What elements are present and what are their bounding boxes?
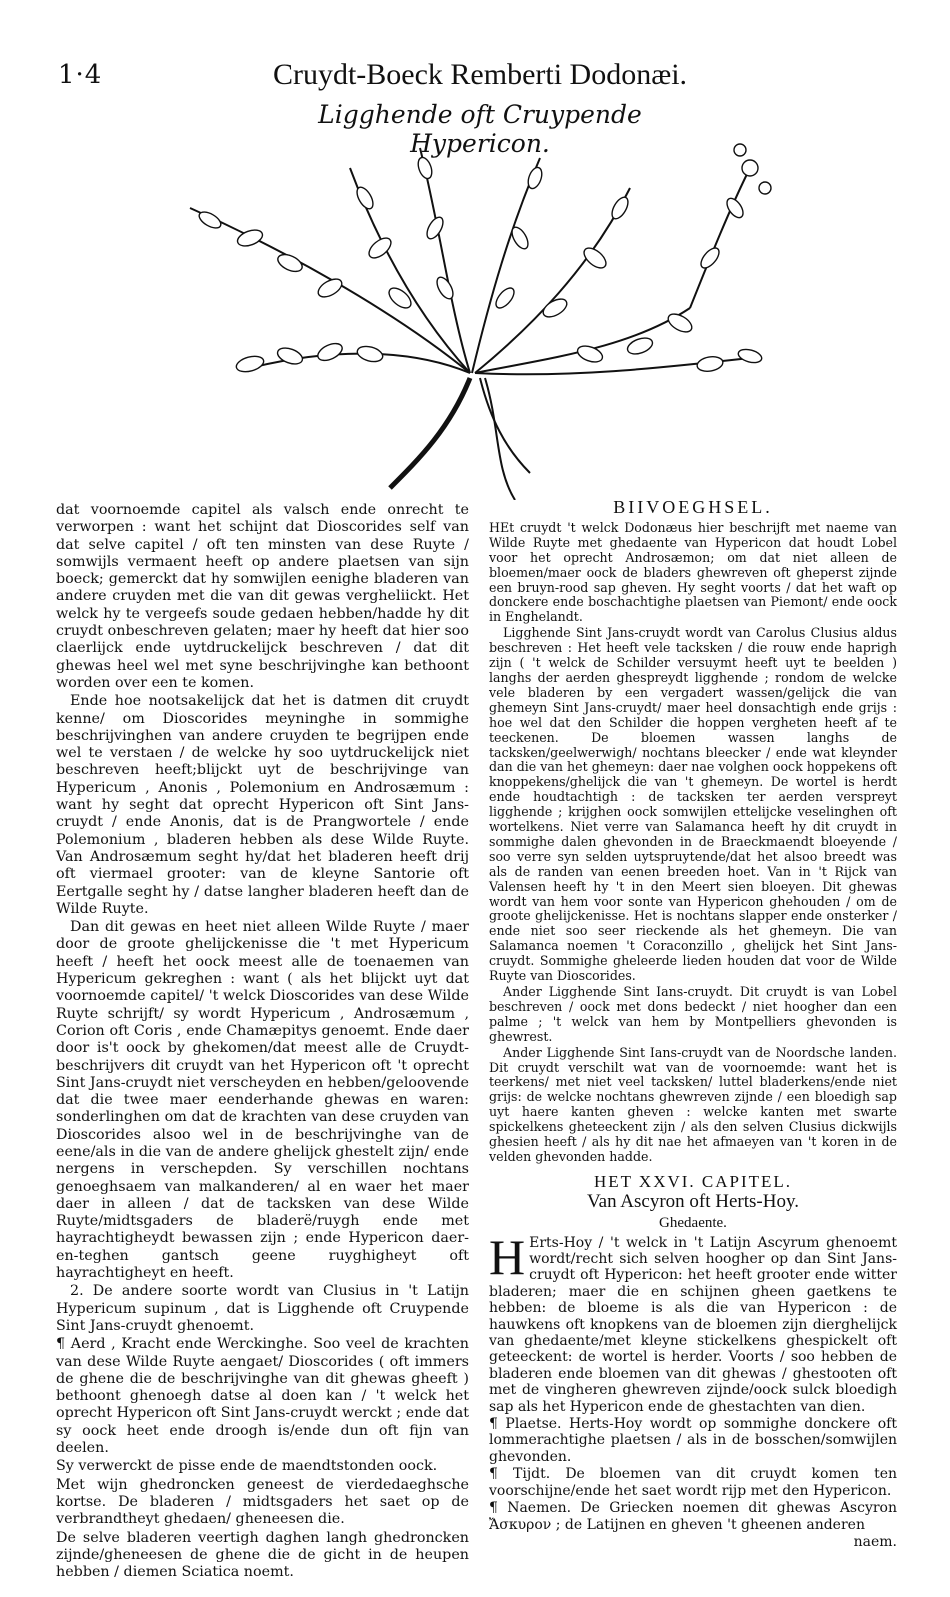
drop-cap: H [489,1228,526,1285]
paragraph: De selve bladeren veertigh daghen langh ghedroncken zijnde/gheneesen de ghene die de gicht in de heupen hebben / diemen Sciatica noemt. [56,1529,469,1581]
paragraph: HEt cruydt 't welck Dodonæus hier beschrijft met naeme van Wilde Ruyte met ghedaente van Hypericon dat houdt Lobel voor het oprecht Androsæmon; om dat niet alleen de bloemen/maer oock de bladers ghewreven oft gheperst zijnde een bruyn-rood sap gheven. Hy seght voorts / dat het waft op donckere ende boschachtighe plaetsen van Piemont/ ende oock in Enghelandt. [489,519,897,625]
paragraph: ¶ Aerd , Kracht ende Werckinghe. Soo veel de krachten van dese Wilde Ruyte aengaet/ Dioscorides ( oft immers de ghene die de beschrijvinghe van dit ghewas gheeft ) bethoont ghenoegh datse al doen kan / 't welck het oprecht Hypericon oft Sint Jans-cruydt werckt ; ende dat sy oock heet ende droogh is/ende dun oft fijn van deelen. [56,1336,469,1457]
paragraph: dat voornoemde capitel als valsch ende onrecht te verworpen : want het schijnt dat Dioscorides self van dat selve capitel / oft ten minsten van dese Ruyte / somwijls vermaent heeft op andere plaetsen van sijn boeck; gemerckt dat hy somwijlen eenighe bladeren van andere cruyden met die van dit gewas vergheliickt. Het welck hy te vergeefs soude gedaen hebben/hadde hy dit cruydt onbeschreven gelaten; maer hy heeft dat hier soo claerlijck ende uytdruckelijck beschreven / dat dit ghewas heel wel met syne beschrijvinghe kan bethoont worden over een te komen. [56,502,469,691]
right-text-column [489,497,897,1550]
paragraph: Erts-Hoy / 't welck in 't Latijn Ascyrum ghenoemt wordt/recht sich selven hoogher op dan Sint Jans-cruydt oft Hypericon: het heeft grooter ende witter bladeren; maer die en schijnen gheen gaetkens te hebben: de bloeme is als die van Hypericon : de hauwkens oft knopkens van de bloemen zijn dierghelijck van ghedaente/met kleyne stickelkens ghespickelt oft geteeckent: de wortel is herder. Voorts / soo hebben de bladeren ende bloemen van dit ghewas / ghestooten oft met de vingheren ghewreven zijnde/oock sulck bloedigh sap als het Hypericon ende de ghestachten van dien. [489,1234,897,1415]
chapter-title: Van Ascyron oft Herts-Hoy. [587,1190,799,1212]
running-title: Cruydt-Boeck Remberti Dodonæi. [272,58,688,91]
left-text-column [56,502,469,1582]
section-heading: BIIVOEGHSEL. [613,497,773,517]
paragraph: 2. De andere soorte wordt van Clusius in 't Latijn Hypericum supinum , dat is Ligghende oft Cruypende Sint Jans-cruydt ghenoemt. [56,1283,469,1334]
plant-woodcut-illustration [150,128,790,500]
paragraph: ¶ Naemen. De Griecken noemen dit ghewas Ascyron Ἄσκυρον ; de Latijnen en gheven 't gheenen anderen [489,1500,897,1533]
paragraph: Ander Ligghende Sint Ians-cruydt van de Noordsche landen. Dit cruydt verschilt wat van de voornoemde: want het is teerkens/ met niet veel tacksken/ luttel bladerkens/ende niet grijs: de welcke nochtans ghewreven zijnde / een bloedigh sap uyt haere kanten gheven : welcke kanten met swarte spickelkens gheteeckent zijn / als den selven Clusius dickwijls ghesien heeft / als hy dit nae het afmaeyen van 't koren in de velden ghevonden hadde. [489,1044,897,1164]
catchword: naem. [853,1533,897,1550]
chapter-heading: HET XXVI. CAPITEL. [593,1171,793,1191]
paragraph: Sy verwerckt de pisse ende de maendtstonden oock. [56,1458,438,1475]
paragraph: Ligghende Sint Jans-cruydt wordt van Carolus Clusius aldus beschreven : Het heeft vele tacksken / die rouw ende haprigh zijn ( 't welck de Schilder versuymt heeft uyt te beelden ) langhs der aerden ghespreydt ligghende ; rondom de welcke vele bladeren by een vergadert wassen/gelijck die van ghemeyn Sint Jans-cruydt/ maer heel donsachtigh ende grijs : hoe wel dat den Schilder die hoppen vergheten heeft af te teeckenen. De bloemen wassen langhs de tacksken/geelwerwigh/ nochtans bleecker / ende wat kleynder dan die van het ghemeyn: daer nae volghen oock hoppekens oft knoppekens/ghelijck die van 't ghemeyn. De wortel is herdt ende houdtachtigh : de tacksken ter aerden verspreyt ligghende ; krijghen oock somwijlen ettelijcke veselinghen oft wortelkens. Niet verre van Salamanca heeft hy dit cruydt in sommighe dalen ghevonden in de Braeckmaendt bloeyende / soo verre syn selden uytspruytende/dat het alsoo breedt was als de randen van eenen breeden hoet. Van in 't Rijck van Valensen heeft hy 't in den Meert sien bloeyen. Dit ghewas wordt van hem voor sonte van Hypericon ghehouden / om de groote ghelijckenisse. Het is nochtans slapper ende onsterker / ende niet soo seer rieckende als het ghemeyn. Die van Salamanca noemen 't Coraconzillo , ghelijck het Sint Jans-cruydt. Sommighe gheleerde lieden houden dat voor de Wilde Ruyte van Dioscorides. [489,625,897,984]
paragraph: ¶ Tijdt. De bloemen van dit cruydt komen ten voorschijne/ende het saet wordt rijp met den Hypericon. [489,1466,897,1499]
paragraph: Ander Ligghende Sint Ians-cruydt. Dit cruydt is van Lobel beschreven / oock met dons bedeckt / niet hoogher dan een palme ; 't welck van hem by Montpelliers ghevonden is ghewrest. [489,984,897,1044]
paragraph: Dan dit gewas en heet niet alleen Wilde Ruyte / maer door de groote ghelijckenisse die 't met Hypericum heeft / heeft het oock meest alle de toenaemen van Hypericum gekreghen : want ( als het blijckt uyt dat voornoemde capitel/ 't welck Dioscorides van dese Wilde Ruyte schrijft/ sy wordt Hypericum , Androsæmum , Corion oft Coris , ende Chamæpitys genoemt. Ende daer door is't oock by ghekomen/dat meest alle de Cruydt-beschrijvers dit cruydt van het Hypericon oft 't oprecht Sint Jans-cruydt niet verscheyden en hebben/geloovende dat die twee maer eenderhande ghewas en waren: sonderlinghen om dat de krachten van dese cruyden van Dioscorides alsoo wel in de beschrijvinghe van de eene/als in die van de andere ghelijck ghestelt zijn/ ende nergens in verschepden. Sy verschillen nochtans genoeghsaem van malkanderen/ al en waer het maer daer in alleen / dat de tacksken van dese Wilde Ruyte/midtsgaders de bladerë/ruygh ende met hayrachtigheydt bewassen zijn ; ende Hypericon daer-en-teghen gantsch geene ruyghigheyt oft hayrachtigheyt en heeft. [56,919,469,1282]
page-number: 1·4 [58,60,103,90]
paragraph: Ende hoe nootsakelijck dat het is datmen dit cruydt kenne/ om Dioscorides meyninghe in sommighe beschrijvinghen van andere cruyden te begrijpen ende wel te verstaen / de welcke hy soo uytdruckelijck niet beschreven heeft;blijckt uyt de beschrijvinge van Hypericum , Anonis , Polemonium en Androsæmum : want hy seght dat oprecht Hypericon oft Sint Jans-cruydt / ende Anonis, dat is de Prangwortele / ende Polemonium , bladeren hebben als dese Wilde Ruyte. Van Androsæmum seght hy/dat het bladeren heeft drij oft viermael grooter: van de kleyne Santorie oft Eertgalle seght hy / datse langher bladeren heeft dan de Wilde Ruyte. [56,693,469,917]
paragraph: Met wijn ghedroncken geneest de vierdedaeghsche kortse. De bladeren / midtsgaders het saet op de verbrandtheyt ghedaen/ gheneesen die. [56,1476,469,1528]
paragraph: ¶ Plaetse. Herts-Hoy wordt op sommighe donckere oft lommerachtighe plaetsen / als in de bosschen/somwijlen ghevonden. [489,1416,897,1465]
figure-title: Ligghende oft Cruypende Hypericon. [318,100,642,158]
subheading: Ghedaente. [659,1214,727,1231]
